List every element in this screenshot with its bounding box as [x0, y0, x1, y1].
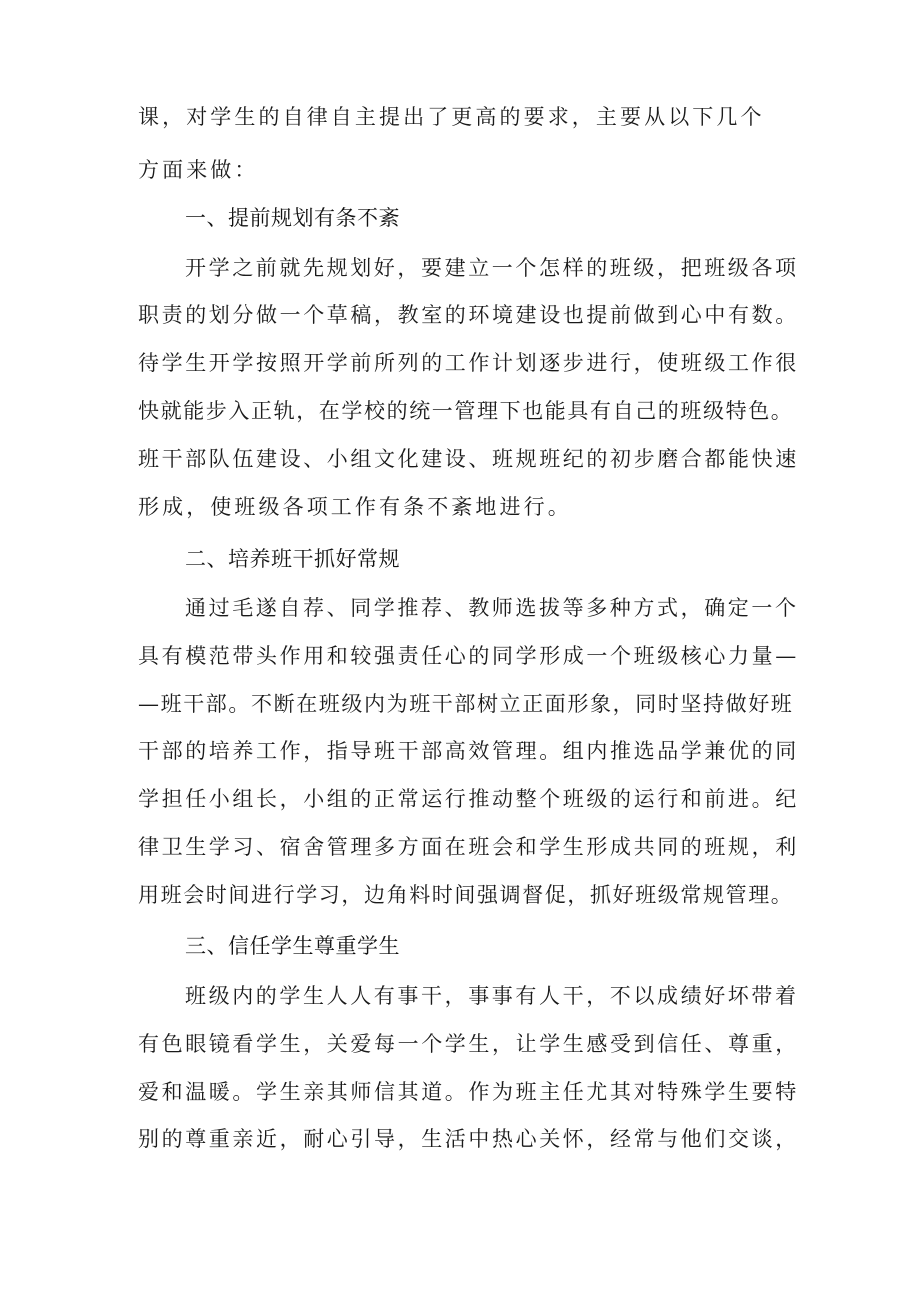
section-2-line-7: 用班会时间进行学习，边角料时间强调督促，抓好班级常规管理。: [138, 883, 794, 907]
section-2-line-4: 干部的培养工作，指导班干部高效管理。组内推选品学兼优的同: [138, 739, 799, 763]
section-1-line-4: 快就能步入正轨，在学校的统一管理下也能具有自己的班级特色。: [138, 399, 794, 423]
section-3-line-1: 班级内的学生人人有事干，事事有人干，不以成绩好坏带着: [185, 984, 799, 1008]
section-1-line-1: 开学之前就先规划好，要建立一个怎样的班级，把班级各项: [185, 256, 799, 280]
section-3-heading: 三、信任学生尊重学生: [185, 934, 400, 958]
intro-line-1: 课，对学生的自律自主提出了更高的要求，主要从以下几个: [138, 105, 765, 129]
section-3-line-4: 别的尊重亲近，耐心引导，生活中热心关怀，经常与他们交谈，: [138, 1127, 799, 1151]
section-3-line-2: 有色眼镜看学生，关爱每一个学生，让学生感受到信任、尊重，: [138, 1032, 799, 1056]
section-2-line-2: 具有模范带头作用和较强责任心的同学形成一个班级核心力量—: [138, 644, 799, 668]
section-1-line-2: 职责的划分做一个草稿，教室的环境建设也提前做到心中有数。: [138, 303, 799, 327]
section-2-line-6: 律卫生学习、宿舍管理多方面在班会和学生形成共同的班规，利: [138, 835, 799, 859]
intro-line-2: 方面来做：: [138, 158, 259, 182]
section-1-heading: 一、提前规划有条不紊: [185, 206, 400, 230]
section-2-line-5: 学担任小组长，小组的正常运行推动整个班级的运行和前进。纪: [138, 787, 799, 811]
section-1-line-6: 形成，使班级各项工作有条不紊地进行。: [138, 495, 572, 519]
section-2-heading: 二、培养班干抓好常规: [185, 547, 400, 571]
section-2-line-3: —班干部。不断在班级内为班干部树立正面形象，同时坚持做好班: [138, 692, 794, 716]
section-1-line-5: 班干部队伍建设、小组文化建设、班规班纪的初步磨合都能快速: [138, 447, 799, 471]
section-2-line-1: 通过毛遂自荐、同学推荐、教师选拔等多种方式，确定一个: [185, 596, 799, 620]
section-3-line-3: 爱和温暖。学生亲其师信其道。作为班主任尤其对特殊学生要特: [138, 1080, 799, 1104]
section-1-line-3: 待学生开学按照开学前所列的工作计划逐步进行，使班级工作很: [138, 351, 799, 375]
